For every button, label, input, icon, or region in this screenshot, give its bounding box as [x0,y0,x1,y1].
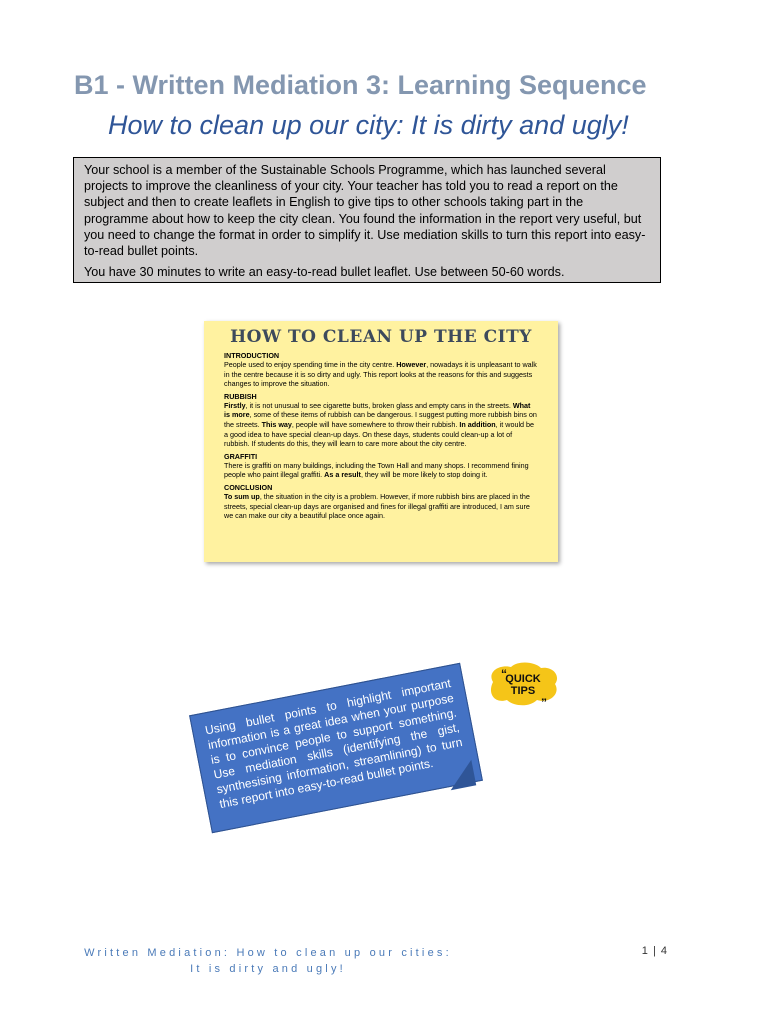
linker: In addition [459,419,496,429]
text-run: , people will have somewhere to throw their rubbish. [291,419,460,429]
linker: This way [261,419,292,429]
text-run: , it is not unusual to see cigarette butts, broken glass and empty cans in the streets. [245,400,513,410]
text-run: People used to enjoy spending time in the city centre. [224,360,397,369]
task-paragraph-1: Your school is a member of the Sustainable Schools Programme, which has launched several projects to improve the cleanliness of your city. Your teacher has told you to read a report on the subject and then to create leaflets in English to give tips to other schools taking part in the programme about how to keep the city clean. You found the information in the report very useful, but you need to change the format in order to simplify it. Use mediation skills to turn this report into easy-to-read bullet points. [84,163,646,259]
text-run: , some of these items of rubbish can be dangerous. I suggest putting more rubbish bins on the streets. [224,410,537,429]
text-run: , they will be more likely to stop doing it. [360,470,488,480]
quote-open-icon: “ [501,667,507,681]
linker: As a result [324,470,361,480]
linker: To sum up [224,491,260,501]
report-rubbish-text [224,401,538,449]
report-graffiti-heading: GRAFFITI [224,451,258,461]
report-card [204,321,558,562]
report-title: HOW TO CLEAN UP THE CITY [230,327,532,347]
quick-tip-note [189,663,483,833]
task-paragraph-2: You have 30 minutes to write an easy-to-read bullet leaflet. Use between 50-60 words. [84,265,565,280]
linker: However [396,360,427,369]
text-run: , the situation in the city is a problem. However, if more rubbish bins are placed in the streets, special clean-up days are organised and fines for illegal graffiti are introduced, I am sure we can make our city a beautiful place once again. [224,491,530,521]
report-graffiti-text [224,461,538,480]
report-rubbish-heading: RUBBISH [224,391,257,401]
quick-tips-icon [485,660,561,708]
report-intro-heading: INTRODUCTION [224,351,280,360]
footer-title [48,945,488,977]
quick-tips-line1: QUICK [505,673,541,685]
report-conclusion-heading: CONCLUSION [224,482,273,492]
note-page-curl [446,760,476,790]
linker: What is more [224,400,531,420]
quick-tip-text: Using bullet points to highlight important information is a great idea when your purpose is to convince people to support something. Use mediation skills (identifying the gist, synthesising information, streamlining) to turn this report into easy-to-read bullet points. [203,676,464,812]
text-run: There is graffiti on many buildings, including the Town Hall and many shops. I recommend fining people who paint illegal graffiti. [224,460,529,480]
text-run: , nowadays it is unpleasant to walk in the centre because it is so dirty and ugly. This report looks at the reasons for this and suggests changes to improve the situation. [224,360,537,389]
footer-line-2: It is dirty and ugly! [190,963,346,975]
report-conclusion-text [224,492,538,521]
quick-tips-line2: TIPS [510,685,536,697]
task-box [73,157,661,283]
footer-line-1: Written Mediation: How to clean up our cities: [84,947,452,959]
text-run: , it would be a good idea to have special clean-up days. On these days, students could clean-up a lot of rubbish. If students do this, they will learn to care more about the city centre. [224,419,535,449]
quote-close-icon: „ [541,689,547,703]
report-intro-text [224,360,538,389]
linker: Firstly [224,400,246,410]
page-subtitle: How to clean up our city: It is dirty and ugly! [108,110,629,140]
page-title: B1 - Written Mediation 3: Learning Sequence [74,70,647,100]
page-number: 1 | 4 [641,945,668,957]
